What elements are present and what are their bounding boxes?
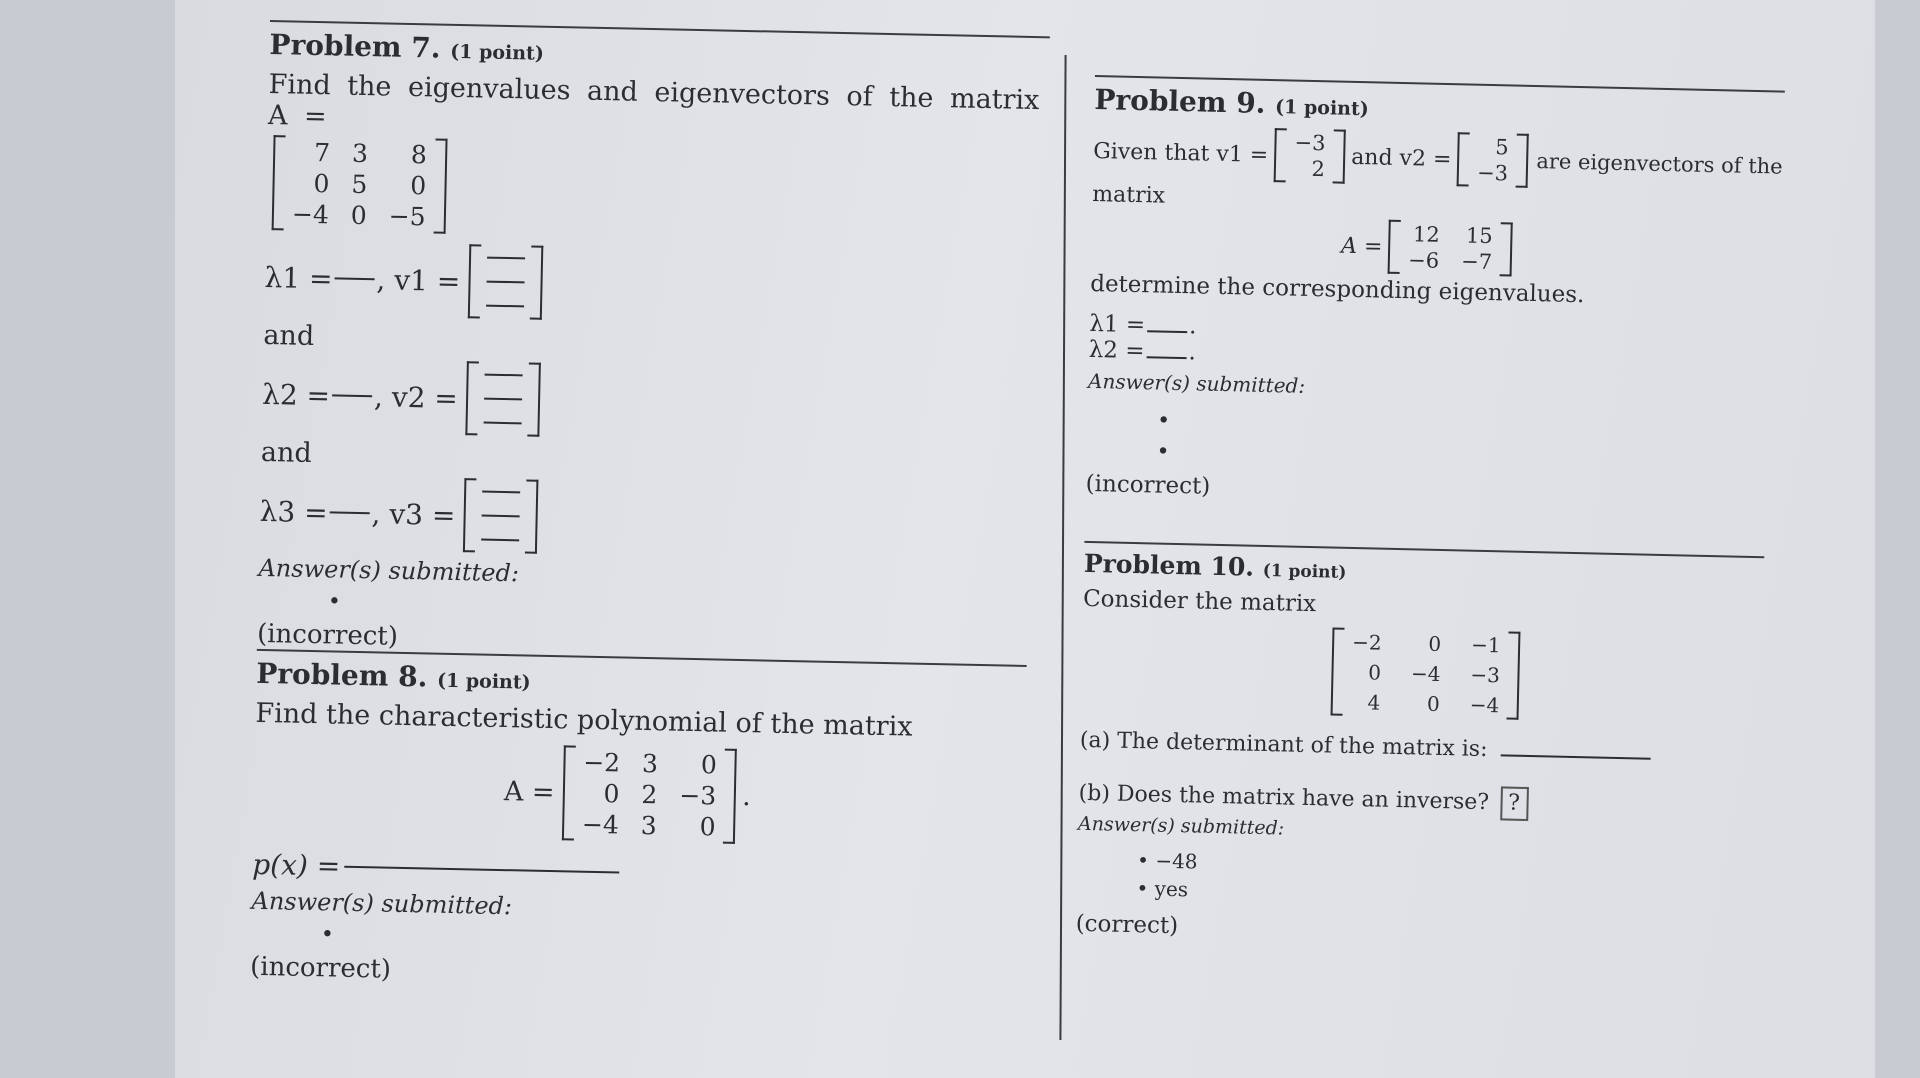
- p9-status: (incorrect): [1085, 470, 1211, 500]
- p7-v3-entry-input[interactable]: [481, 539, 519, 542]
- p10-matrix-cell: −4: [1410, 661, 1441, 686]
- p7-matrix-cell: 3: [351, 138, 369, 169]
- p8-matrix-block: [503, 744, 1035, 850]
- p8-matrix-cell: −2: [582, 747, 621, 778]
- p7-v1-input-vector: [468, 244, 544, 320]
- p7-v3-label: , v3 =: [371, 496, 456, 532]
- p7-and-1: and: [263, 319, 315, 352]
- p7-prompt: [268, 69, 1049, 147]
- p9-matrix-cell: −7: [1460, 249, 1493, 275]
- p9-l1-dot: .: [1188, 313, 1197, 340]
- left-column: [248, 20, 1050, 1076]
- p9-given-text: Given that v1 =: [1092, 138, 1269, 168]
- p7-prompt-text: Find the eigenvalues and eigenvectors of the matrix A =: [267, 68, 1040, 133]
- p9-matrix-word: matrix: [1092, 181, 1166, 209]
- p9-v1-cell: 2: [1311, 156, 1326, 182]
- p10-matrix-cell: 4: [1367, 690, 1381, 715]
- p9-a-label: A =: [1340, 233, 1383, 260]
- p8-matrix-cell: 2: [641, 779, 658, 810]
- p7-v3-entry-input[interactable]: [481, 515, 519, 518]
- p9-l1-input[interactable]: [1147, 330, 1187, 333]
- p7-and-2: and: [260, 436, 313, 469]
- p7-lambda2-input[interactable]: [332, 394, 372, 397]
- p9-v1-vector: [1274, 128, 1346, 184]
- p8-a-label: A =: [503, 776, 555, 809]
- p8-points: (1 point): [436, 669, 531, 694]
- p10-answer-1-value: −48: [1155, 848, 1198, 874]
- p7-matrix: [272, 135, 1048, 246]
- p7-matrix-cell: 0: [313, 168, 330, 199]
- p9-title: Problem 9.: [1094, 82, 1266, 120]
- p10-status: (correct): [1075, 910, 1179, 940]
- p9-matrix: [1388, 220, 1513, 277]
- p10-points: (1 point): [1262, 560, 1347, 583]
- p7-answer-bullet: •: [327, 589, 342, 615]
- p8-submitted-label: Answer(s) submitted:: [251, 886, 513, 921]
- p7-v2-entry-input[interactable]: [484, 398, 522, 401]
- p9-matrix-cell: −6: [1407, 248, 1440, 273]
- p7-v2-input-vector: [465, 361, 541, 437]
- p9-matrix-cell: 15: [1465, 223, 1493, 249]
- p9-matrix-block: [1341, 219, 1812, 284]
- p8-prompt: Find the characteristic polynomial of the matrix: [255, 697, 913, 743]
- p7-v2-entry-input[interactable]: [484, 374, 522, 377]
- p8-title: Problem 8.: [255, 656, 428, 694]
- p10-matrix-block: [1331, 628, 1803, 727]
- p10-matrix-cell: −2: [1351, 629, 1382, 655]
- p7-points: (1 point): [450, 40, 545, 65]
- p8-status: (incorrect): [249, 951, 392, 985]
- p7-matrix-cell: 8: [410, 139, 428, 170]
- p9-v2-cell: 5: [1495, 135, 1509, 160]
- p8-answer-bullet: •: [320, 922, 335, 948]
- p9-tail-text: are eigenvectors of the: [1536, 149, 1783, 179]
- p10-prompt: Consider the matrix: [1082, 585, 1317, 618]
- p7-v1-entry-input[interactable]: [486, 305, 524, 308]
- p10-determinant-input[interactable]: [1500, 754, 1650, 759]
- p10-matrix-cell: 0: [1367, 660, 1382, 685]
- p7-eigen-row-1: [264, 240, 1045, 330]
- p7-v2-label: , v2 =: [373, 379, 459, 415]
- p7-lambda3-input[interactable]: [330, 511, 370, 514]
- p8-period: .: [741, 781, 752, 813]
- p7-matrix-cell: 5: [351, 169, 368, 200]
- p8-matrix-cell: 0: [700, 750, 718, 780]
- p8-px-label: p(x) =: [251, 847, 341, 883]
- p9-submitted-label: Answer(s) submitted:: [1087, 368, 1306, 398]
- p9-determine: determine the corresponding eigenvalues.: [1089, 270, 1585, 309]
- p7-matrix-cell: −5: [388, 201, 426, 232]
- bullet-icon: •: [1136, 848, 1156, 873]
- p8-matrix-cell: 0: [699, 812, 716, 842]
- p9-v2-vector: [1457, 132, 1529, 188]
- p8-matrix-cell: 0: [603, 779, 620, 809]
- p10-answer-2-value: yes: [1154, 876, 1189, 902]
- p7-eigen-row-3: [259, 474, 1040, 564]
- p7-lambda2-label: λ2 =: [261, 377, 331, 412]
- p9-v2-cell: −3: [1476, 160, 1509, 186]
- p9-points: (1 point): [1274, 96, 1370, 121]
- p10-b-text: (b) Does the matrix have an inverse?: [1078, 780, 1490, 816]
- p9-l1-label: λ1 =: [1089, 310, 1146, 339]
- p10-a-row: [1080, 728, 1800, 769]
- p8-matrix-cell: −4: [581, 809, 620, 840]
- p7-submitted-label: Answer(s) submitted:: [258, 553, 520, 588]
- p7-v1-label: , v1 =: [376, 262, 461, 298]
- p10-matrix-cell: −4: [1469, 692, 1500, 718]
- p7-lambda1-input[interactable]: [335, 277, 375, 280]
- p9-matrix-cell: 12: [1412, 222, 1441, 247]
- p10-matrix-cell: 0: [1426, 691, 1441, 716]
- p7-matrix-cell: 0: [409, 170, 427, 201]
- right-column: [1073, 75, 1815, 1051]
- p8-matrix-cell: 3: [640, 810, 657, 841]
- p10-matrix-cell: 0: [1428, 631, 1442, 656]
- p10-matrix-cell: −1: [1470, 632, 1501, 658]
- p8-matrix: [562, 745, 738, 844]
- p7-v3-input-vector: [463, 478, 539, 554]
- p8-matrix-cell: 3: [641, 748, 659, 779]
- p10-matrix-cell: −3: [1470, 662, 1501, 688]
- p7-status: (incorrect): [256, 618, 399, 652]
- p7-v1-entry-input[interactable]: [486, 281, 524, 284]
- p10-a-text: (a) The determinant of the matrix is:: [1079, 727, 1488, 763]
- p10-submitted-label: Answer(s) submitted:: [1077, 812, 1285, 840]
- p7-matrix-cell: 7: [313, 137, 331, 168]
- p10-title: Problem 10.: [1083, 548, 1255, 582]
- p7-v2-entry-input[interactable]: [483, 422, 521, 425]
- p9-and-text: and v2 =: [1350, 144, 1452, 172]
- p9-l2-label: λ2 =: [1088, 336, 1145, 365]
- p9-answer-bullet-1: •: [1156, 408, 1171, 434]
- p10-inverse-select[interactable]: ?: [1500, 786, 1529, 821]
- p9-l2-input[interactable]: [1146, 356, 1186, 359]
- p7-eigen-row-2: [261, 357, 1042, 447]
- p8-px-input[interactable]: [344, 865, 619, 873]
- p10-matrix: [1331, 628, 1521, 720]
- p7-matrix-cell: −4: [291, 199, 330, 230]
- p7-lambda1-label: λ1 =: [264, 260, 333, 295]
- p8-matrix-cell: −3: [679, 780, 717, 811]
- p9-answer-bullet-2: •: [1156, 439, 1170, 465]
- p7-v3-entry-input[interactable]: [482, 491, 520, 494]
- p7-v1-entry-input[interactable]: [487, 257, 525, 260]
- p7-title: Problem 7.: [269, 27, 441, 65]
- p7-lambda3-label: λ3 =: [259, 494, 328, 529]
- bullet-icon: •: [1136, 876, 1155, 901]
- p9-v1-cell: −3: [1294, 130, 1326, 156]
- p7-matrix-cell: 0: [350, 200, 367, 231]
- p9-l2-dot: .: [1188, 339, 1197, 366]
